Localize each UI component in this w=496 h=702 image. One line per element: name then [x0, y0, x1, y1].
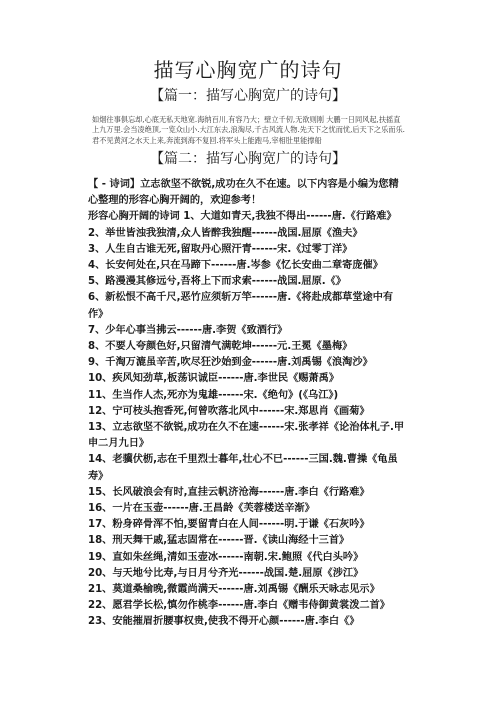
- poem-line: 3、人生自古谁无死,留取丹心照汗青------宋.《过零丁洋》: [88, 243, 353, 255]
- poem-line: 14、老骥伏枥,志在千里烈士暮年,壮心不已------三国.魏.曹操《龟虽寿》: [88, 454, 398, 482]
- poem-list: [88, 177, 406, 631]
- poem-line: 18、刑天舞干戚,猛志固常在------晋.《读山海经十三首》: [88, 535, 350, 547]
- poem-line: 11、生当作人杰,死亦为鬼雄------宋.《绝句》(《乌江》): [88, 389, 339, 401]
- poem-line: 16、一片在玉壶------唐.王昌龄《芙蓉楼送辛渐》: [88, 503, 315, 515]
- poem-line: 17、粉身碎骨浑不怕,要留青白在人间------明.于谦《石灰吟》: [88, 519, 370, 531]
- intro-paragraph: 【 - 诗词】立志欲坚不欲锐,成功在久不在速。以下内容是小编为您精心整理的形容心胸开阔的，欢迎参考！: [88, 179, 399, 207]
- poem-line: 形容心胸开阔的诗词 1、大道如青天,我独不得出------唐.《行路难》: [88, 211, 397, 223]
- page-title: 描写心胸宽广的诗句: [153, 58, 343, 82]
- poem-line: 20、与天地兮比寿,与日月兮齐光------战国.楚.屈原《涉江》: [88, 567, 364, 579]
- poem-line: 19、直如朱丝绳,清如玉壶冰------南朝.宋.鲍照《代白头吟》: [88, 551, 364, 563]
- poem-line: 6、新松恨不高千尺,恶竹应须斩万竿------唐.《将赴成都草堂途中有作》: [88, 292, 394, 320]
- poem-line: 5、路漫漫其修远兮,吾将上下而求索------战国.屈原.《》: [88, 276, 347, 288]
- section-heading-1: 【篇一：描写心胸宽广的诗句】: [150, 88, 346, 104]
- poem-line: 2、举世皆浊我独清,众人皆醉我独醒------战国.屈原《渔夫》: [88, 227, 363, 239]
- poem-line: 12、宁可枝头抱香死,何曾吹落北风中------宋.郑思肖《画菊》: [88, 405, 370, 417]
- section-heading-2: 【篇二：描写心胸宽广的诗句】: [150, 151, 346, 167]
- section-1-text: 如烟往事俱忘却,心底无私天地宽.海纳百川,有容乃大；壁立千仞,无欲则刚 大鹏一日同风起,扶摇直上九万里.会当凌绝顶,一览众山小.大江东去,浪淘尽,千古风流人物.先天下之忧而忧,后天下之乐而乐.君不见黄河之水天上来,奔流到海不复回.将军头上能跑马,宰相肚里能撑船: [92, 115, 405, 145]
- poem-line: 21、莫道桑榆晚,微霞尚满天------唐.刘禹锡《酬乐天咏志见示》: [88, 584, 380, 596]
- poem-line: 7、少年心事当拂云------唐.李贺《致酒行》: [88, 324, 288, 336]
- poem-line: 4、长安何处在,只在马蹄下------唐.岑参《忆长安曲二章寄庞催》: [88, 260, 383, 272]
- poem-line: 23、安能摧眉折腰事权贵,使我不得开心颜------唐.李白《》: [88, 616, 360, 628]
- poem-line: 10、疾风知劲草,板荡识诚臣------唐.李世民《赐萧禹》: [88, 373, 340, 385]
- poem-line: 22、愿君学长松,慎勿作桃李------唐.李白《赠韦侍御黄裳泼二首》: [88, 600, 390, 612]
- poem-line: 13、立志欲坚不欲锐,成功在久不在速------宋.张孝祥《论治体札子.甲申二月九日》: [88, 422, 405, 450]
- poem-line: 8、不要人夸颜色好,只留清气满乾坤------元.王冕《墨梅》: [88, 341, 353, 353]
- poem-line: 9、千淘万漉虽辛苦,吹尽狂沙始到金------唐.刘禹锡《浪淘沙》: [88, 357, 373, 369]
- poem-line: 15、长风破浪会有时,直挂云帆济沧海------唐.李白《行路难》: [88, 486, 370, 498]
